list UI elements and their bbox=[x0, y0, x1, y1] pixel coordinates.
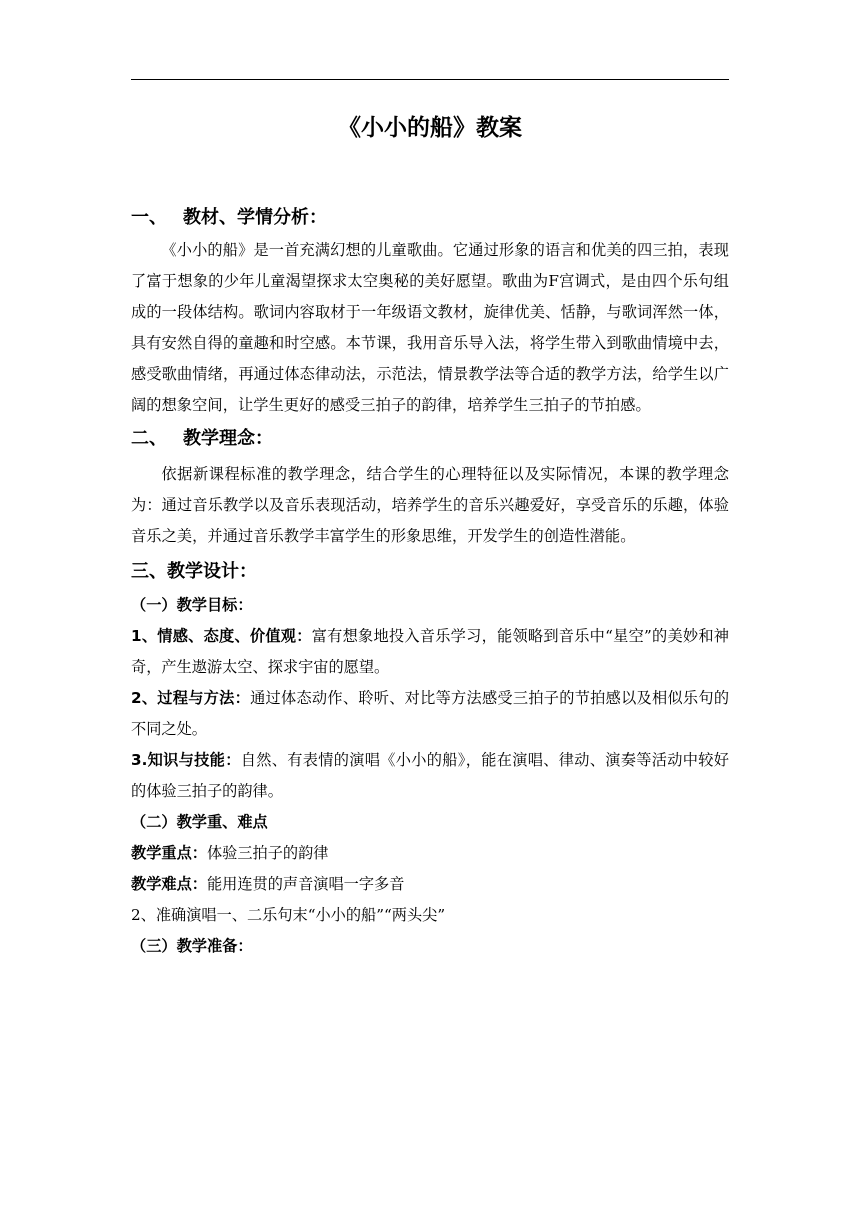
goal-lead-1: 1、情感、态度、价值观： bbox=[131, 627, 312, 645]
key-point-lead: 教学重点： bbox=[131, 844, 207, 862]
section-title-1: 教材、学情分析： bbox=[183, 207, 327, 228]
goal-text-2: 通过体态动作、聆听、对比等方法感受三拍子的节拍感以及相似乐句的不同之处。 bbox=[131, 689, 730, 738]
subsection-goals: （一）教学目标： bbox=[131, 596, 253, 614]
section-title-3: 三、教学设计： bbox=[131, 561, 257, 582]
difficulty-lead: 教学难点： bbox=[131, 875, 207, 893]
section-heading-1 bbox=[131, 204, 729, 232]
goal-item-1 bbox=[131, 621, 729, 683]
section-heading-2 bbox=[131, 425, 729, 453]
goal-lead-3: 3.知识与技能： bbox=[131, 751, 241, 769]
section-paragraph-2: 依据新课程标准的教学理念，结合学生的心理特征以及实际情况，本课的教学理念为：通过音乐教学以及音乐表现活动，培养学生的音乐兴趣爱好，享受音乐的乐趣，体验音乐之美，并通过音乐教学丰富学生的形象思维，开发学生的创造性潜能。 bbox=[131, 465, 729, 545]
document-title: 《小小的船》教案 bbox=[338, 115, 522, 141]
key-point-line bbox=[131, 838, 729, 869]
section-title-2: 教学理念： bbox=[183, 428, 273, 449]
section-paragraph-1: 《小小的船》是一首充满幻想的儿童歌曲。它通过形象的语言和优美的四三拍，表现了富于想象的少年儿童渴望探求太空奥秘的美好愿望。歌曲为F宫调式，是由四个乐句组成的一段体结构。歌词内容取材于一年级语文教材，旋律优美、恬静，与歌词浑然一体，具有安然自得的童趣和时空感。本节课，我用音乐导入法，将学生带入到歌曲情境中去，感受歌曲情绪，再通过体态律动法，示范法，情景教学法等合适的教学方法，给学生以广阔的想象空间，让学生更好的感受三拍子的韵律，培养学生三拍子的节拍感。 bbox=[131, 241, 729, 414]
section-heading-3 bbox=[131, 558, 729, 586]
difficulty-line bbox=[131, 869, 729, 900]
difficulty-line-2: 2、准确演唱一、二乐句末“小小的船”“两头尖” bbox=[131, 906, 446, 924]
goal-text-1: 富有想象地投入音乐学习，能领略到音乐中“星空”的美妙和神奇，产生遨游太空、探求宇宙的愿望。 bbox=[131, 627, 729, 676]
goal-text-3: 自然、有表情的演唱《小小的船》，能在演唱、律动、演奏等活动中较好的体验三拍子的韵律。 bbox=[131, 751, 729, 800]
section-number-1: 一、 bbox=[131, 207, 167, 228]
key-point-text: 体验三拍子的韵律 bbox=[206, 844, 329, 862]
goal-item-2 bbox=[131, 683, 729, 745]
subsection-key-points: （二）教学重、难点 bbox=[131, 813, 268, 831]
goal-lead-2: 2、过程与方法： bbox=[131, 689, 251, 707]
goal-item-3 bbox=[131, 745, 729, 807]
header-rule bbox=[131, 79, 729, 80]
document-body bbox=[131, 204, 729, 962]
section-number-2: 二、 bbox=[131, 428, 167, 449]
difficulty-text: 能用连贯的声音演唱一字多音 bbox=[206, 875, 405, 893]
subsection-preparation: （三）教学准备： bbox=[131, 937, 253, 955]
